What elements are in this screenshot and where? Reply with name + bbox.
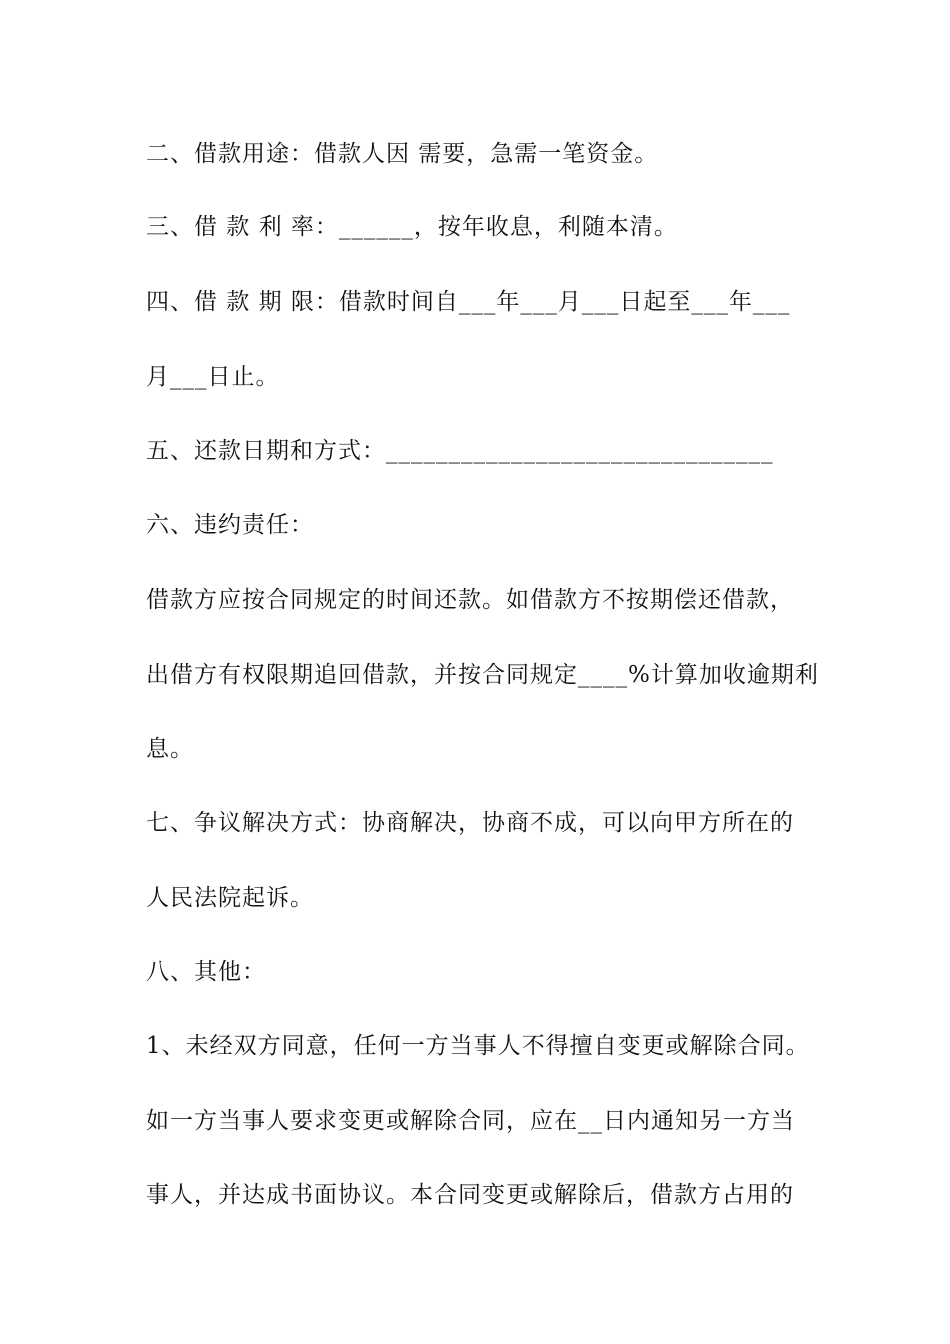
clause-7-dispute-continued: 人民法院起诉。 xyxy=(146,885,314,911)
clause-6-heading: 六、违约责任： xyxy=(146,512,314,538)
clause-8-heading: 八、其他： xyxy=(146,959,266,985)
clause-3-interest-rate: 三、借 款 利 率：______，按年收息，利随本清。 xyxy=(146,214,678,240)
clause-2-purpose: 二、借款用途：借款人因 需要，急需一笔资金。 xyxy=(146,141,659,167)
clause-8-item-1-line-3: 事人，并达成书面协议。本合同变更或解除后，借款方占用的 xyxy=(146,1182,794,1208)
clause-6-text-line-1: 借款方应按合同规定的时间还款。如借款方不按期偿还借款， xyxy=(146,587,794,613)
clause-6-text-line-2: 出借方有权限期追回借款，并按合同规定____%计算加收逾期利 xyxy=(146,662,819,688)
clause-8-item-1-line-1: 1、未经双方同意，任何一方当事人不得擅自变更或解除合同。 xyxy=(146,1033,810,1059)
clause-6-text-line-3: 息。 xyxy=(146,736,194,762)
clause-5-repayment: 五、还款日期和方式：_______________________________ xyxy=(146,438,774,464)
clause-8-item-1-line-2: 如一方当事人要求变更或解除合同，应在__日内通知另一方当 xyxy=(146,1108,795,1134)
clause-4-term-continued: 月___日止。 xyxy=(146,364,280,390)
clause-4-term: 四、借 款 期 限：借款时间自___年___月___日起至___年___ xyxy=(146,289,791,315)
clause-7-dispute: 七、争议解决方式：协商解决，协商不成，可以向甲方所在的 xyxy=(146,810,794,836)
